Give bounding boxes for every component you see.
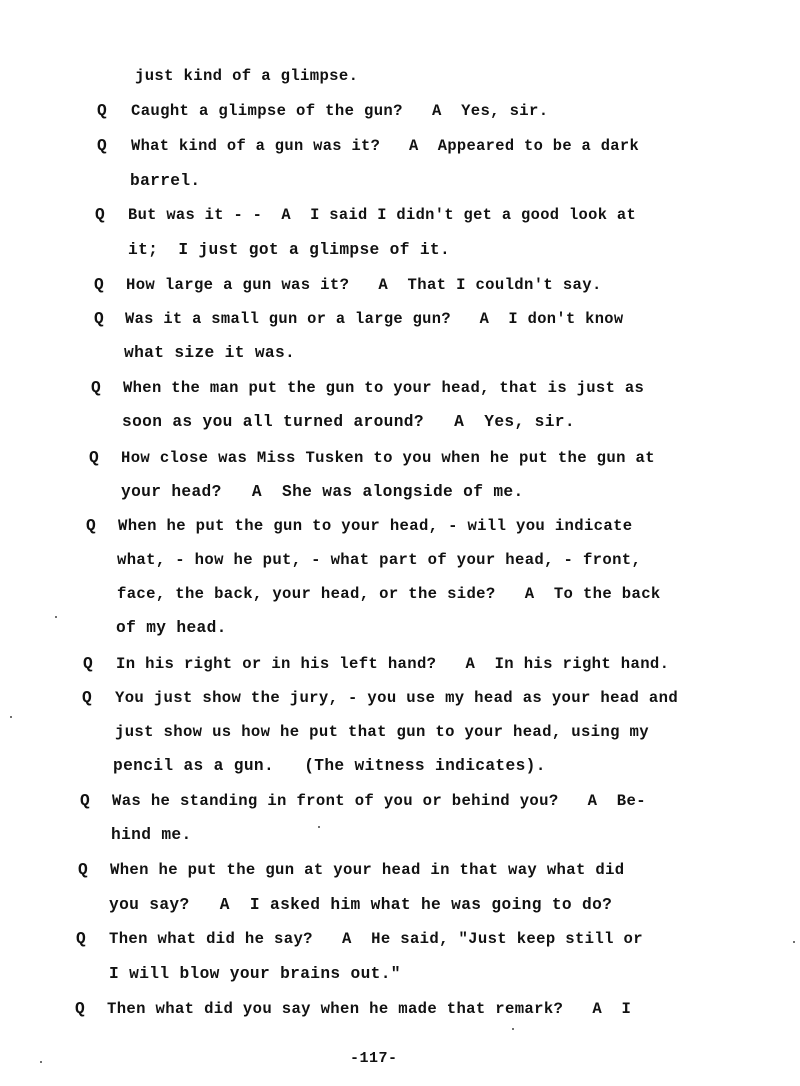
page-number: -117- [350,1050,398,1067]
question-marker: Q [94,310,104,328]
transcript-line: of my head. [116,619,227,637]
transcript-line: How large a gun was it? A That I couldn't say. [126,276,602,294]
transcript-line: When he put the gun at your head in that way what did [110,861,625,879]
transcript-line: Then what did you say when he made that remark? A I [107,1000,632,1018]
transcript-line: When he put the gun to your head, - will you indicate [118,517,633,535]
transcript-line: just kind of a glimpse. [135,67,359,85]
question-marker: Q [78,861,88,879]
transcript-line: face, the back, your head, or the side? A To the back [117,585,661,603]
question-marker: Q [83,655,93,673]
transcript-line: it; I just got a glimpse of it. [128,241,451,259]
question-marker: Q [97,137,107,155]
scan-speck [512,1028,514,1030]
transcript-line: I will blow your brains out." [109,965,401,983]
transcript-line: How close was Miss Tusken to you when he put the gun at [121,449,655,467]
transcript-line: Was he standing in front of you or behind you? A Be- [112,792,646,810]
transcript-line: When the man put the gun to your head, that is just as [123,379,645,397]
transcript-line: Caught a glimpse of the gun? A Yes, sir. [131,102,549,120]
transcript-line: what size it was. [124,344,296,362]
question-marker: Q [95,206,105,224]
question-marker: Q [94,276,104,294]
question-marker: Q [91,379,101,397]
transcript-line: what, - how he put, - what part of your head, - front, [117,551,642,569]
transcript-line: you say? A I asked him what he was going to do? [109,896,613,914]
question-marker: Q [80,792,90,810]
transcript-line: just show us how he put that gun to your head, using my [115,723,649,741]
question-marker: Q [82,689,92,707]
question-marker: Q [89,449,99,467]
transcript-line: hind me. [111,826,192,844]
transcript-line: Then what did he say? A He said, "Just keep still or [109,930,643,948]
transcript-line: pencil as a gun. (The witness indicates). [113,757,546,775]
question-marker: Q [86,517,96,535]
scan-speck [793,941,795,943]
transcript-line: soon as you all turned around? A Yes, sir. [122,413,575,431]
question-marker: Q [76,930,86,948]
transcript-line: barrel. [130,172,201,190]
transcript-line: You just show the jury, - you use my head as your head and [115,689,679,707]
question-marker: Q [75,1000,85,1018]
scan-speck [318,826,320,828]
transcript-line: Was it a small gun or a large gun? A I don't know [125,310,624,328]
question-marker: Q [97,102,107,120]
transcript-line: But was it - - A I said I didn't get a good look at [128,206,637,224]
transcript-line: your head? A She was alongside of me. [121,483,524,501]
scan-speck [10,716,12,718]
transcript-line: In his right or in his left hand? A In his right hand. [116,655,670,673]
scan-speck [55,616,57,618]
transcript-line: What kind of a gun was it? A Appeared to be a dark [131,137,640,155]
scan-speck [40,1061,42,1063]
